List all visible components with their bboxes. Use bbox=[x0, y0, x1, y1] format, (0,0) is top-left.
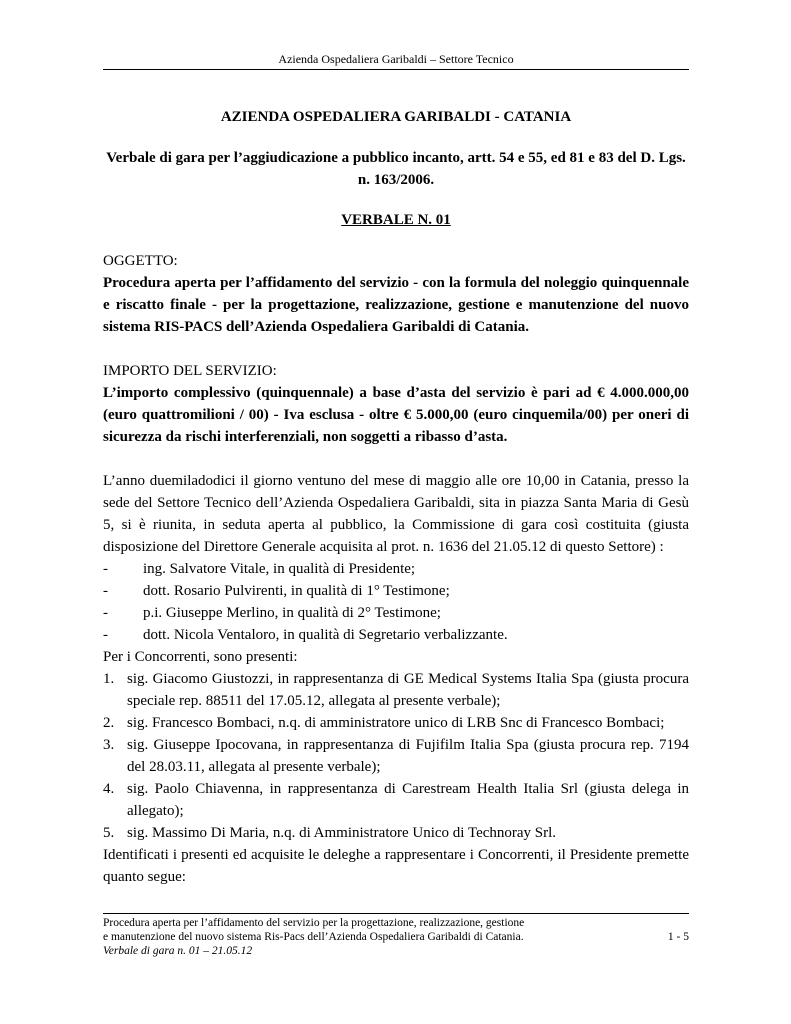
importo-label: IMPORTO DEL SERVIZIO: bbox=[103, 363, 277, 379]
list-item bbox=[103, 580, 689, 602]
list-item bbox=[103, 558, 689, 580]
footer-row bbox=[103, 930, 689, 944]
list-item bbox=[103, 778, 689, 822]
footer-line-2: e manutenzione del nuovo sistema Ris-Pacs dell’Azienda Ospedaliera Garibaldi di Catania. bbox=[103, 931, 524, 943]
item-number: 5. bbox=[103, 825, 115, 841]
closing-paragraph: Identificati i presenti ed acquisite le deleghe a rappresentare i Concorrenti, il Presidente premette quanto segue: bbox=[103, 847, 689, 885]
list-item bbox=[103, 624, 689, 646]
item-number: 2. bbox=[103, 715, 115, 731]
list-item bbox=[103, 822, 689, 844]
intro-paragraph: L’anno duemiladodici il giorno ventuno del mese di maggio alle ore 10,00 in Catania, presso la sede del Settore Tecnico dell’Azienda Ospedaliera Garibaldi, sita in piazza Santa Maria di Gesù 5, si è riunita, in seduta aperta al pubblico, la Commissione di gara così costituita (giusta disposizione del Direttore Generale acquisita al prot. n. 1636 del 21.05.12 di questo Settore) : bbox=[103, 473, 689, 555]
page-number: 1 - 5 bbox=[667, 931, 689, 943]
footer-line-3: Verbale di gara n. 01 – 21.05.12 bbox=[103, 945, 253, 957]
document-title: AZIENDA OSPEDALIERA GARIBALDI - CATANIA bbox=[220, 109, 572, 125]
footer-line-1: Procedura aperta per l’affidamento del servizio per la progettazione, realizzazione, gestione bbox=[103, 917, 525, 929]
item-text: sig. Giacomo Giustozzi, in rappresentanza di GE Medical Systems Italia Spa (giusta procura speciale rep. 88511 del 17.05.12, allegata al presente verbale); bbox=[127, 671, 689, 709]
verbale-number: VERBALE N. 01 bbox=[341, 212, 451, 228]
item-text: sig. Francesco Bombaci, n.q. di amministratore unico di LRB Snc di Francesco Bombaci; bbox=[127, 715, 665, 731]
item-number: 1. bbox=[103, 671, 115, 687]
oggetto-text: Procedura aperta per l’affidamento del servizio - con la formula del noleggio quinquennale e riscatto finale - per la progettazione, realizzazione, gestione e manutenzione del nuovo sistema RIS-PACS dell’Azienda Ospedaliera Garibaldi di Catania. bbox=[103, 275, 689, 335]
item-number: 4. bbox=[103, 781, 115, 797]
oggetto-label: OGGETTO: bbox=[103, 253, 178, 269]
list-dash: - bbox=[103, 605, 108, 621]
item-text: sig. Giuseppe Ipocovana, in rappresentanza di Fujifilm Italia Spa (giusta procura rep. 7194 del 28.03.11, allegata al presente verbale); bbox=[127, 737, 689, 775]
list-item bbox=[103, 734, 689, 778]
document-subtitle: Verbale di gara per l’aggiudicazione a pubblico incanto, artt. 54 e 55, ed 81 e 83 del D. Lgs. n. 163/2006. bbox=[106, 150, 686, 188]
item-text: sig. Massimo Di Maria, n.q. di Amministratore Unico di Technoray Srl. bbox=[127, 825, 557, 841]
list-item bbox=[103, 712, 689, 734]
member-text: ing. Salvatore Vitale, in qualità di Presidente; bbox=[143, 561, 416, 577]
list-item bbox=[103, 668, 689, 712]
importo-text: L’importo complessivo (quinquennale) a base d’asta del servizio è pari ad € 4.000.000,00 (euro quattromilioni / 00) - Iva esclusa - oltre € 5.000,00 (euro cinquemila/00) per oneri di sicurezza da rischi interferenziali, non soggetti a ribasso d’asta. bbox=[103, 385, 689, 445]
running-header: Azienda Ospedaliera Garibaldi – Settore Tecnico bbox=[103, 51, 689, 70]
list-dash: - bbox=[103, 583, 108, 599]
member-text: dott. Nicola Ventaloro, in qualità di Segretario verbalizzante. bbox=[143, 627, 508, 643]
member-text: dott. Rosario Pulvirenti, in qualità di 1° Testimone; bbox=[143, 583, 450, 599]
page-footer bbox=[103, 913, 689, 958]
document-body bbox=[103, 106, 689, 888]
list-item bbox=[103, 602, 689, 624]
member-text: p.i. Giuseppe Merlino, in qualità di 2° Testimone; bbox=[143, 605, 441, 621]
list-dash: - bbox=[103, 561, 108, 577]
commission-list bbox=[103, 558, 689, 646]
competitors-list bbox=[103, 668, 689, 844]
item-text: sig. Paolo Chiavenna, in rappresentanza di Carestream Health Italia Srl (giusta delega in allegato); bbox=[127, 781, 689, 819]
item-number: 3. bbox=[103, 737, 115, 753]
list-dash: - bbox=[103, 627, 108, 643]
competitors-intro: Per i Concorrenti, sono presenti: bbox=[103, 649, 298, 665]
